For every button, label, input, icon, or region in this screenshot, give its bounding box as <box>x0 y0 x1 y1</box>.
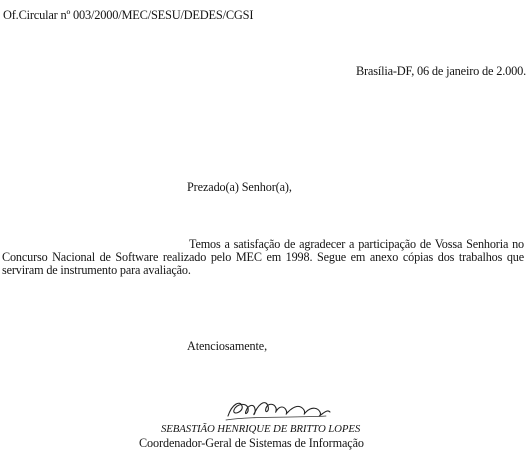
document-reference: Of.Circular nº 003/2000/MEC/SESU/DEDES/CGSI <box>3 8 254 22</box>
letter-body: Temos a satisfação de agradecer a participação de Vossa Senhoria no Concurso Nacional de Software realizado pelo MEC em 1998. Segue em anexo cópias dos trabalhos que serviram de instrumento para avaliação. <box>2 237 524 277</box>
salutation: Prezado(a) Senhor(a), <box>187 180 292 194</box>
handwritten-signature <box>222 394 332 424</box>
place-and-date: Brasília-DF, 06 de janeiro de 2.000. <box>355 64 526 78</box>
closing: Atenciosamente, <box>187 339 268 353</box>
signer-title: Coordenador-Geral de Sistemas de Informação <box>139 436 364 450</box>
signer-name: SEBASTIÃO HENRIQUE DE BRITTO LOPES <box>161 423 361 435</box>
